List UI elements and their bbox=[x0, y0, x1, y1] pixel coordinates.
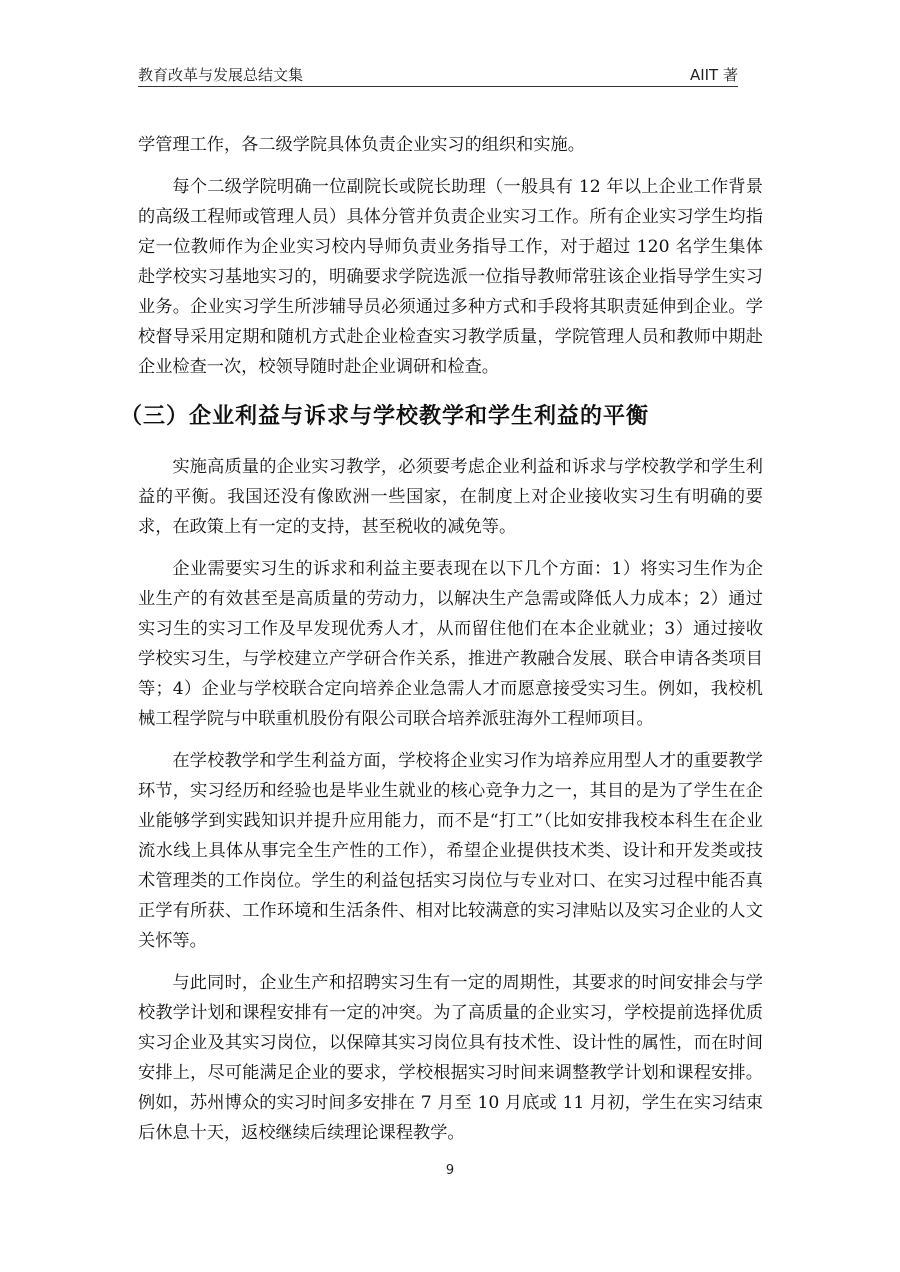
section-heading: （三）企业利益与诉求与学校教学和学生利益的平衡 bbox=[120, 404, 650, 429]
paragraph-balance-intro: 实施高质量的企业实习教学，必须要考虑企业利益和诉求与学校教学和学生利益的平衡。我国还没有像欧洲一些国家，在制度上对企业接收实习生有明确的要求，在政策上有一定的支持，甚至税收的减免等。 bbox=[138, 457, 763, 537]
paragraph-scheduling: 与此同时，企业生产和招聘实习生有一定的周期性，其要求的时间安排会与学校教学计划和课程安排有一定的冲突。为了高质量的企业实习，学校提前选择优质实习企业及其实习岗位，以保障其实习岗位具有技术性、设计性的属性，而在时间安排上，尽可能满足企业的要求，学校根据实习时间来调整教学计划和课程安排。例如，苏州博众的实习时间多安排在 7 月至 10 月底或 11 月初，学生在实习结束后休息十天，返校继续后续理论课程教学。 bbox=[138, 973, 763, 1143]
paragraph-enterprise-needs: 企业需要实习生的诉求和利益主要表现在以下几个方面：1）将实习生作为企业生产的有效甚至是高质量的劳动力，以解决生产急需或降低人力成本；2）通过实习生的实习工作及早发现优秀人才，从而留住他们在本企业就业；3）通过接收学校实习生，与学校建立产学研合作关系，推进产教融合发展、联合申请各类项目等；4）企业与学校联合定向培养企业急需人才而愿意接受实习生。例如，我校机械工程学院与中联重机股份有限公司联合培养派驻海外工程师项目。 bbox=[138, 559, 763, 729]
paragraph-continued: 学管理工作，各二级学院具体负责企业实习的组织和实施。 bbox=[138, 135, 585, 155]
page-number: 9 bbox=[445, 1163, 455, 1178]
paragraph-management: 每个二级学院明确一位副院长或院长助理（一般具有 12 年以上企业工作背景的高级工程师或管理人员）具体分管并负责企业实习工作。所有企业实习学生均指定一位教师作为企业实习校内导师负责业务指导工作，对于超过 120 名学生集体赴学校实习基地实习的，明确要求学院选派一位指导教师常驻该企业指导学生实习业务。企业实习学生所涉辅导员必须通过多种方式和手段将其职责延伸到企业。学校督导采用定期和随机方式赴企业检查实习教学质量，学院管理人员和教师中期赴企业检查一次，校领导随时赴企业调研和检查。 bbox=[138, 177, 763, 377]
header-title: 教育改革与发展总结文集 bbox=[138, 66, 304, 84]
page-header bbox=[138, 62, 738, 87]
paragraph-school-interests: 在学校教学和学生利益方面，学校将企业实习作为培养应用型人才的重要教学环节，实习经历和经验也是毕业生就业的核心竞争力之一，其目的是为了学生在企业能够学到实践知识并提升应用能力，而不是“打工”（比如安排我校本科生在企业流水线上具体从事完全生产性的工作），希望企业提供技术类、设计和开发类或技术管理类的工作岗位。学生的利益包括实习岗位与专业对口、在实习过程中能否真正学有所获、工作环境和生活条件、相对比较满意的实习津贴以及实习企业的人文关怀等。 bbox=[138, 751, 763, 951]
header-author: AIIT 著 bbox=[689, 66, 738, 84]
document-body bbox=[120, 130, 763, 1160]
